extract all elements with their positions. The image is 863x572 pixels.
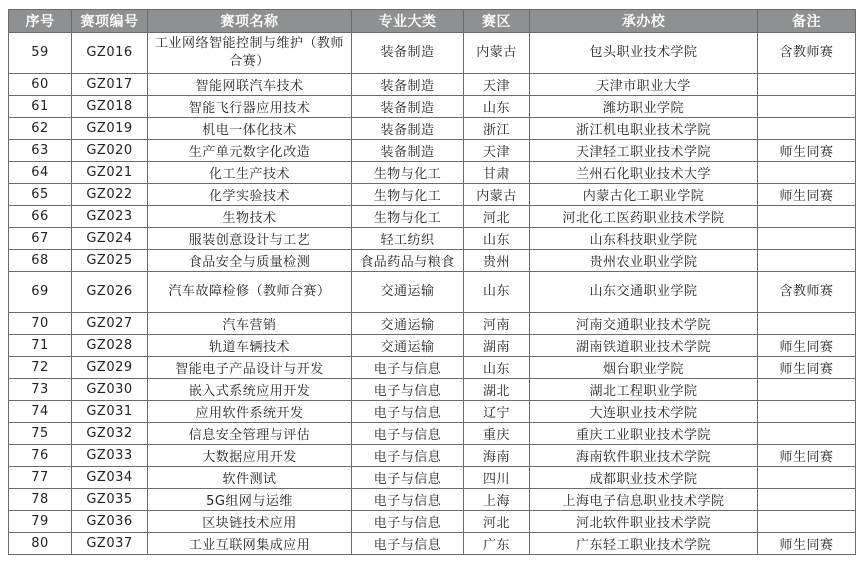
cell-school: 山东科技职业学院	[530, 228, 758, 250]
table-body	[9, 33, 856, 555]
cell-note: 师生同赛	[758, 335, 856, 357]
cell-category: 交通运输	[352, 335, 464, 357]
cell-region: 湖北	[464, 379, 530, 401]
cell-category: 装备制造	[352, 96, 464, 118]
cell-category: 交通运输	[352, 272, 464, 313]
table-row	[9, 33, 856, 74]
cell-name: 智能飞行器应用技术	[148, 96, 352, 118]
cell-name: 机电一体化技术	[148, 118, 352, 140]
cell-name: 生产单元数字化改造	[148, 140, 352, 162]
cell-region: 辽宁	[464, 401, 530, 423]
cell-code: GZ028	[72, 335, 148, 357]
cell-school: 内蒙古化工职业学院	[530, 184, 758, 206]
cell-code: GZ029	[72, 357, 148, 379]
cell-category: 生物与化工	[352, 184, 464, 206]
cell-category: 电子与信息	[352, 533, 464, 555]
cell-name: 生物技术	[148, 206, 352, 228]
cell-code: GZ031	[72, 401, 148, 423]
cell-category: 交通运输	[352, 313, 464, 335]
cell-note: 师生同赛	[758, 445, 856, 467]
cell-school: 重庆工业职业技术学院	[530, 423, 758, 445]
cell-name: 食品安全与质量检测	[148, 250, 352, 272]
cell-no: 59	[9, 33, 72, 74]
table-row	[9, 489, 856, 511]
cell-region: 内蒙古	[464, 33, 530, 74]
header-school: 承办校	[530, 10, 758, 33]
cell-school: 湖北工程职业学院	[530, 379, 758, 401]
cell-code: GZ035	[72, 489, 148, 511]
cell-code: GZ022	[72, 184, 148, 206]
cell-name: 轨道车辆技术	[148, 335, 352, 357]
cell-category: 装备制造	[352, 74, 464, 96]
table-row	[9, 228, 856, 250]
cell-school: 广东轻工职业技术学院	[530, 533, 758, 555]
cell-region: 四川	[464, 467, 530, 489]
cell-note	[758, 489, 856, 511]
cell-school: 天津市职业大学	[530, 74, 758, 96]
cell-region: 河北	[464, 511, 530, 533]
cell-code: GZ037	[72, 533, 148, 555]
cell-region: 浙江	[464, 118, 530, 140]
cell-name: 汽车故障检修（教师合赛）	[148, 272, 352, 313]
table-row	[9, 96, 856, 118]
cell-note: 含教师赛	[758, 272, 856, 313]
cell-name: 嵌入式系统应用开发	[148, 379, 352, 401]
cell-no: 79	[9, 511, 72, 533]
cell-code: GZ021	[72, 162, 148, 184]
cell-note	[758, 96, 856, 118]
cell-no: 71	[9, 335, 72, 357]
cell-note	[758, 162, 856, 184]
table-row	[9, 423, 856, 445]
cell-code: GZ025	[72, 250, 148, 272]
cell-name: 服装创意设计与工艺	[148, 228, 352, 250]
cell-note	[758, 379, 856, 401]
table-row	[9, 511, 856, 533]
cell-code: GZ036	[72, 511, 148, 533]
cell-note: 师生同赛	[758, 184, 856, 206]
cell-no: 74	[9, 401, 72, 423]
cell-name: 软件测试	[148, 467, 352, 489]
cell-category: 电子与信息	[352, 401, 464, 423]
table-row	[9, 250, 856, 272]
table-row	[9, 74, 856, 96]
cell-note: 师生同赛	[758, 140, 856, 162]
cell-region: 贵州	[464, 250, 530, 272]
cell-category: 生物与化工	[352, 206, 464, 228]
table-row	[9, 357, 856, 379]
cell-school: 浙江机电职业技术学院	[530, 118, 758, 140]
table-row	[9, 533, 856, 555]
table-row	[9, 140, 856, 162]
table-row	[9, 206, 856, 228]
cell-region: 山东	[464, 228, 530, 250]
cell-no: 80	[9, 533, 72, 555]
cell-name: 应用软件系统开发	[148, 401, 352, 423]
cell-school: 河北软件职业技术学院	[530, 511, 758, 533]
cell-no: 60	[9, 74, 72, 96]
cell-name: 化工生产技术	[148, 162, 352, 184]
cell-code: GZ027	[72, 313, 148, 335]
cell-region: 重庆	[464, 423, 530, 445]
cell-code: GZ016	[72, 33, 148, 74]
cell-region: 湖南	[464, 335, 530, 357]
cell-category: 食品药品与粮食	[352, 250, 464, 272]
table-row	[9, 184, 856, 206]
header-name: 赛项名称	[148, 10, 352, 33]
cell-note	[758, 206, 856, 228]
cell-code: GZ020	[72, 140, 148, 162]
cell-name: 5G组网与运维	[148, 489, 352, 511]
cell-category: 生物与化工	[352, 162, 464, 184]
header-category: 专业大类	[352, 10, 464, 33]
cell-region: 天津	[464, 74, 530, 96]
cell-name: 工业互联网集成应用	[148, 533, 352, 555]
cell-school: 贵州农业职业学院	[530, 250, 758, 272]
cell-no: 78	[9, 489, 72, 511]
cell-note: 师生同赛	[758, 533, 856, 555]
cell-region: 山东	[464, 96, 530, 118]
cell-name: 智能网联汽车技术	[148, 74, 352, 96]
cell-code: GZ034	[72, 467, 148, 489]
cell-name: 智能电子产品设计与开发	[148, 357, 352, 379]
cell-code: GZ026	[72, 272, 148, 313]
cell-note: 含教师赛	[758, 33, 856, 74]
cell-note	[758, 118, 856, 140]
cell-region: 广东	[464, 533, 530, 555]
cell-category: 电子与信息	[352, 467, 464, 489]
cell-code: GZ023	[72, 206, 148, 228]
cell-note: 师生同赛	[758, 357, 856, 379]
cell-category: 装备制造	[352, 118, 464, 140]
cell-note	[758, 401, 856, 423]
table-row	[9, 118, 856, 140]
cell-note	[758, 74, 856, 96]
cell-code: GZ018	[72, 96, 148, 118]
cell-name: 汽车营销	[148, 313, 352, 335]
cell-no: 65	[9, 184, 72, 206]
cell-no: 67	[9, 228, 72, 250]
cell-no: 75	[9, 423, 72, 445]
cell-code: GZ017	[72, 74, 148, 96]
cell-category: 电子与信息	[352, 357, 464, 379]
cell-name: 化学实验技术	[148, 184, 352, 206]
cell-no: 64	[9, 162, 72, 184]
cell-school: 大连职业技术学院	[530, 401, 758, 423]
cell-code: GZ030	[72, 379, 148, 401]
cell-school: 烟台职业学院	[530, 357, 758, 379]
cell-region: 河南	[464, 313, 530, 335]
cell-school: 包头职业技术学院	[530, 33, 758, 74]
cell-code: GZ024	[72, 228, 148, 250]
cell-name: 信息安全管理与评估	[148, 423, 352, 445]
cell-category: 电子与信息	[352, 423, 464, 445]
cell-code: GZ032	[72, 423, 148, 445]
cell-category: 装备制造	[352, 33, 464, 74]
cell-no: 62	[9, 118, 72, 140]
header-no: 序号	[9, 10, 72, 33]
cell-region: 天津	[464, 140, 530, 162]
table-row	[9, 379, 856, 401]
cell-no: 72	[9, 357, 72, 379]
cell-code: GZ033	[72, 445, 148, 467]
cell-name: 区块链技术应用	[148, 511, 352, 533]
cell-region: 山东	[464, 272, 530, 313]
table-row	[9, 313, 856, 335]
table-row	[9, 445, 856, 467]
cell-note	[758, 423, 856, 445]
cell-school: 湖南铁道职业技术学院	[530, 335, 758, 357]
cell-no: 66	[9, 206, 72, 228]
competition-table	[8, 9, 856, 555]
cell-category: 电子与信息	[352, 489, 464, 511]
cell-school: 海南软件职业技术学院	[530, 445, 758, 467]
cell-no: 61	[9, 96, 72, 118]
cell-no: 76	[9, 445, 72, 467]
cell-region: 河北	[464, 206, 530, 228]
header-region: 赛区	[464, 10, 530, 33]
cell-category: 电子与信息	[352, 379, 464, 401]
cell-no: 73	[9, 379, 72, 401]
cell-school: 兰州石化职业技术大学	[530, 162, 758, 184]
cell-category: 电子与信息	[352, 511, 464, 533]
table-row	[9, 162, 856, 184]
cell-note	[758, 313, 856, 335]
table-row	[9, 401, 856, 423]
cell-note	[758, 250, 856, 272]
cell-school: 河南交通职业技术学院	[530, 313, 758, 335]
table-row	[9, 335, 856, 357]
cell-region: 内蒙古	[464, 184, 530, 206]
table-row	[9, 467, 856, 489]
cell-no: 68	[9, 250, 72, 272]
cell-name: 工业网络智能控制与维护（教师合赛）	[148, 33, 352, 74]
header-note: 备注	[758, 10, 856, 33]
cell-no: 69	[9, 272, 72, 313]
cell-code: GZ019	[72, 118, 148, 140]
cell-region: 上海	[464, 489, 530, 511]
cell-school: 上海电子信息职业技术学院	[530, 489, 758, 511]
cell-category: 电子与信息	[352, 445, 464, 467]
header-code: 赛项编号	[72, 10, 148, 33]
cell-school: 潍坊职业学院	[530, 96, 758, 118]
competition-table-container	[8, 9, 856, 555]
cell-school: 成都职业技术学院	[530, 467, 758, 489]
cell-no: 70	[9, 313, 72, 335]
table-row	[9, 272, 856, 313]
cell-note	[758, 228, 856, 250]
cell-category: 装备制造	[352, 140, 464, 162]
cell-note	[758, 467, 856, 489]
cell-region: 海南	[464, 445, 530, 467]
cell-school: 山东交通职业学院	[530, 272, 758, 313]
cell-school: 天津轻工职业技术学院	[530, 140, 758, 162]
cell-no: 77	[9, 467, 72, 489]
table-header-row	[9, 10, 856, 33]
cell-no: 63	[9, 140, 72, 162]
cell-region: 甘肃	[464, 162, 530, 184]
cell-region: 山东	[464, 357, 530, 379]
cell-name: 大数据应用开发	[148, 445, 352, 467]
cell-school: 河北化工医药职业技术学院	[530, 206, 758, 228]
cell-note	[758, 511, 856, 533]
cell-category: 轻工纺织	[352, 228, 464, 250]
